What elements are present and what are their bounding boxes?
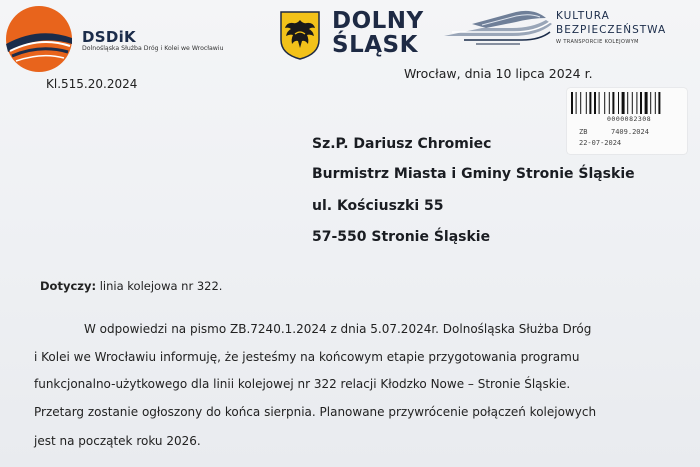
body-line: i Kolei we Wrocławiu informuję, że jesteśmy na końcowym etapie przygotowania programu [34, 350, 580, 364]
body-line: Przetarg zostanie ogłoszony do końca sierpnia. Planowane przywrócenie połączeń kolejowych [34, 405, 597, 419]
subject-text: linia kolejowa nr 322. [96, 279, 223, 293]
recipient-city: 57-550 Stronie Śląskie [312, 229, 491, 245]
region-name-line1: DOLNY [332, 8, 424, 34]
dsdik-logo-icon [4, 4, 74, 74]
reference-number: Kl.515.20.2024 [46, 77, 138, 91]
kultura-logo-line3: W TRANSPORCIE KOLEJOWYM [556, 39, 639, 45]
body-line: jest na początek roku 2026. [34, 434, 201, 448]
train-logo-icon [442, 6, 554, 52]
barcode-number: 0000082308 [607, 115, 652, 123]
kultura-logo-line2: BEZPIECZEŃSTWA [556, 24, 667, 36]
recipient-street: ul. Kościuszki 55 [312, 198, 444, 214]
dsdik-name: DSDiK [82, 28, 136, 46]
body-line: W odpowiedzi na pismo ZB.7240.1.2024 z dnia 5.07.2024r. Dolnośląska Służba Dróg [84, 322, 592, 336]
barcode-icon [571, 92, 683, 114]
stamp-received-date: 22-07-2024 [579, 139, 622, 147]
subject-label: Dotyczy: [40, 279, 97, 293]
recipient-name: Sz.P. Dariusz Chromiec [312, 136, 492, 152]
registry-stamp [567, 88, 687, 154]
eagle-crest-icon [279, 10, 321, 60]
region-name-line2: ŚLĄSK [332, 32, 418, 58]
body-line: funkcjonalno-użytkowego dla linii kolejowej nr 322 relacji Kłodzko Nowe – Stronie Śląskie. [34, 377, 571, 391]
recipient-title: Burmistrz Miasta i Gminy Stronie Śląskie [312, 166, 635, 182]
kultura-logo-line1: KULTURA [556, 10, 610, 22]
stamp-case-number: 7409.2024 [611, 128, 649, 136]
subject-line [40, 279, 222, 293]
place-and-date: Wrocław, dnia 10 lipca 2024 r. [404, 66, 593, 81]
dsdik-full-name: Dolnośląska Służba Dróg i Kolei we Wrocławiu [82, 45, 224, 52]
stamp-office-code: ZB [579, 128, 588, 136]
